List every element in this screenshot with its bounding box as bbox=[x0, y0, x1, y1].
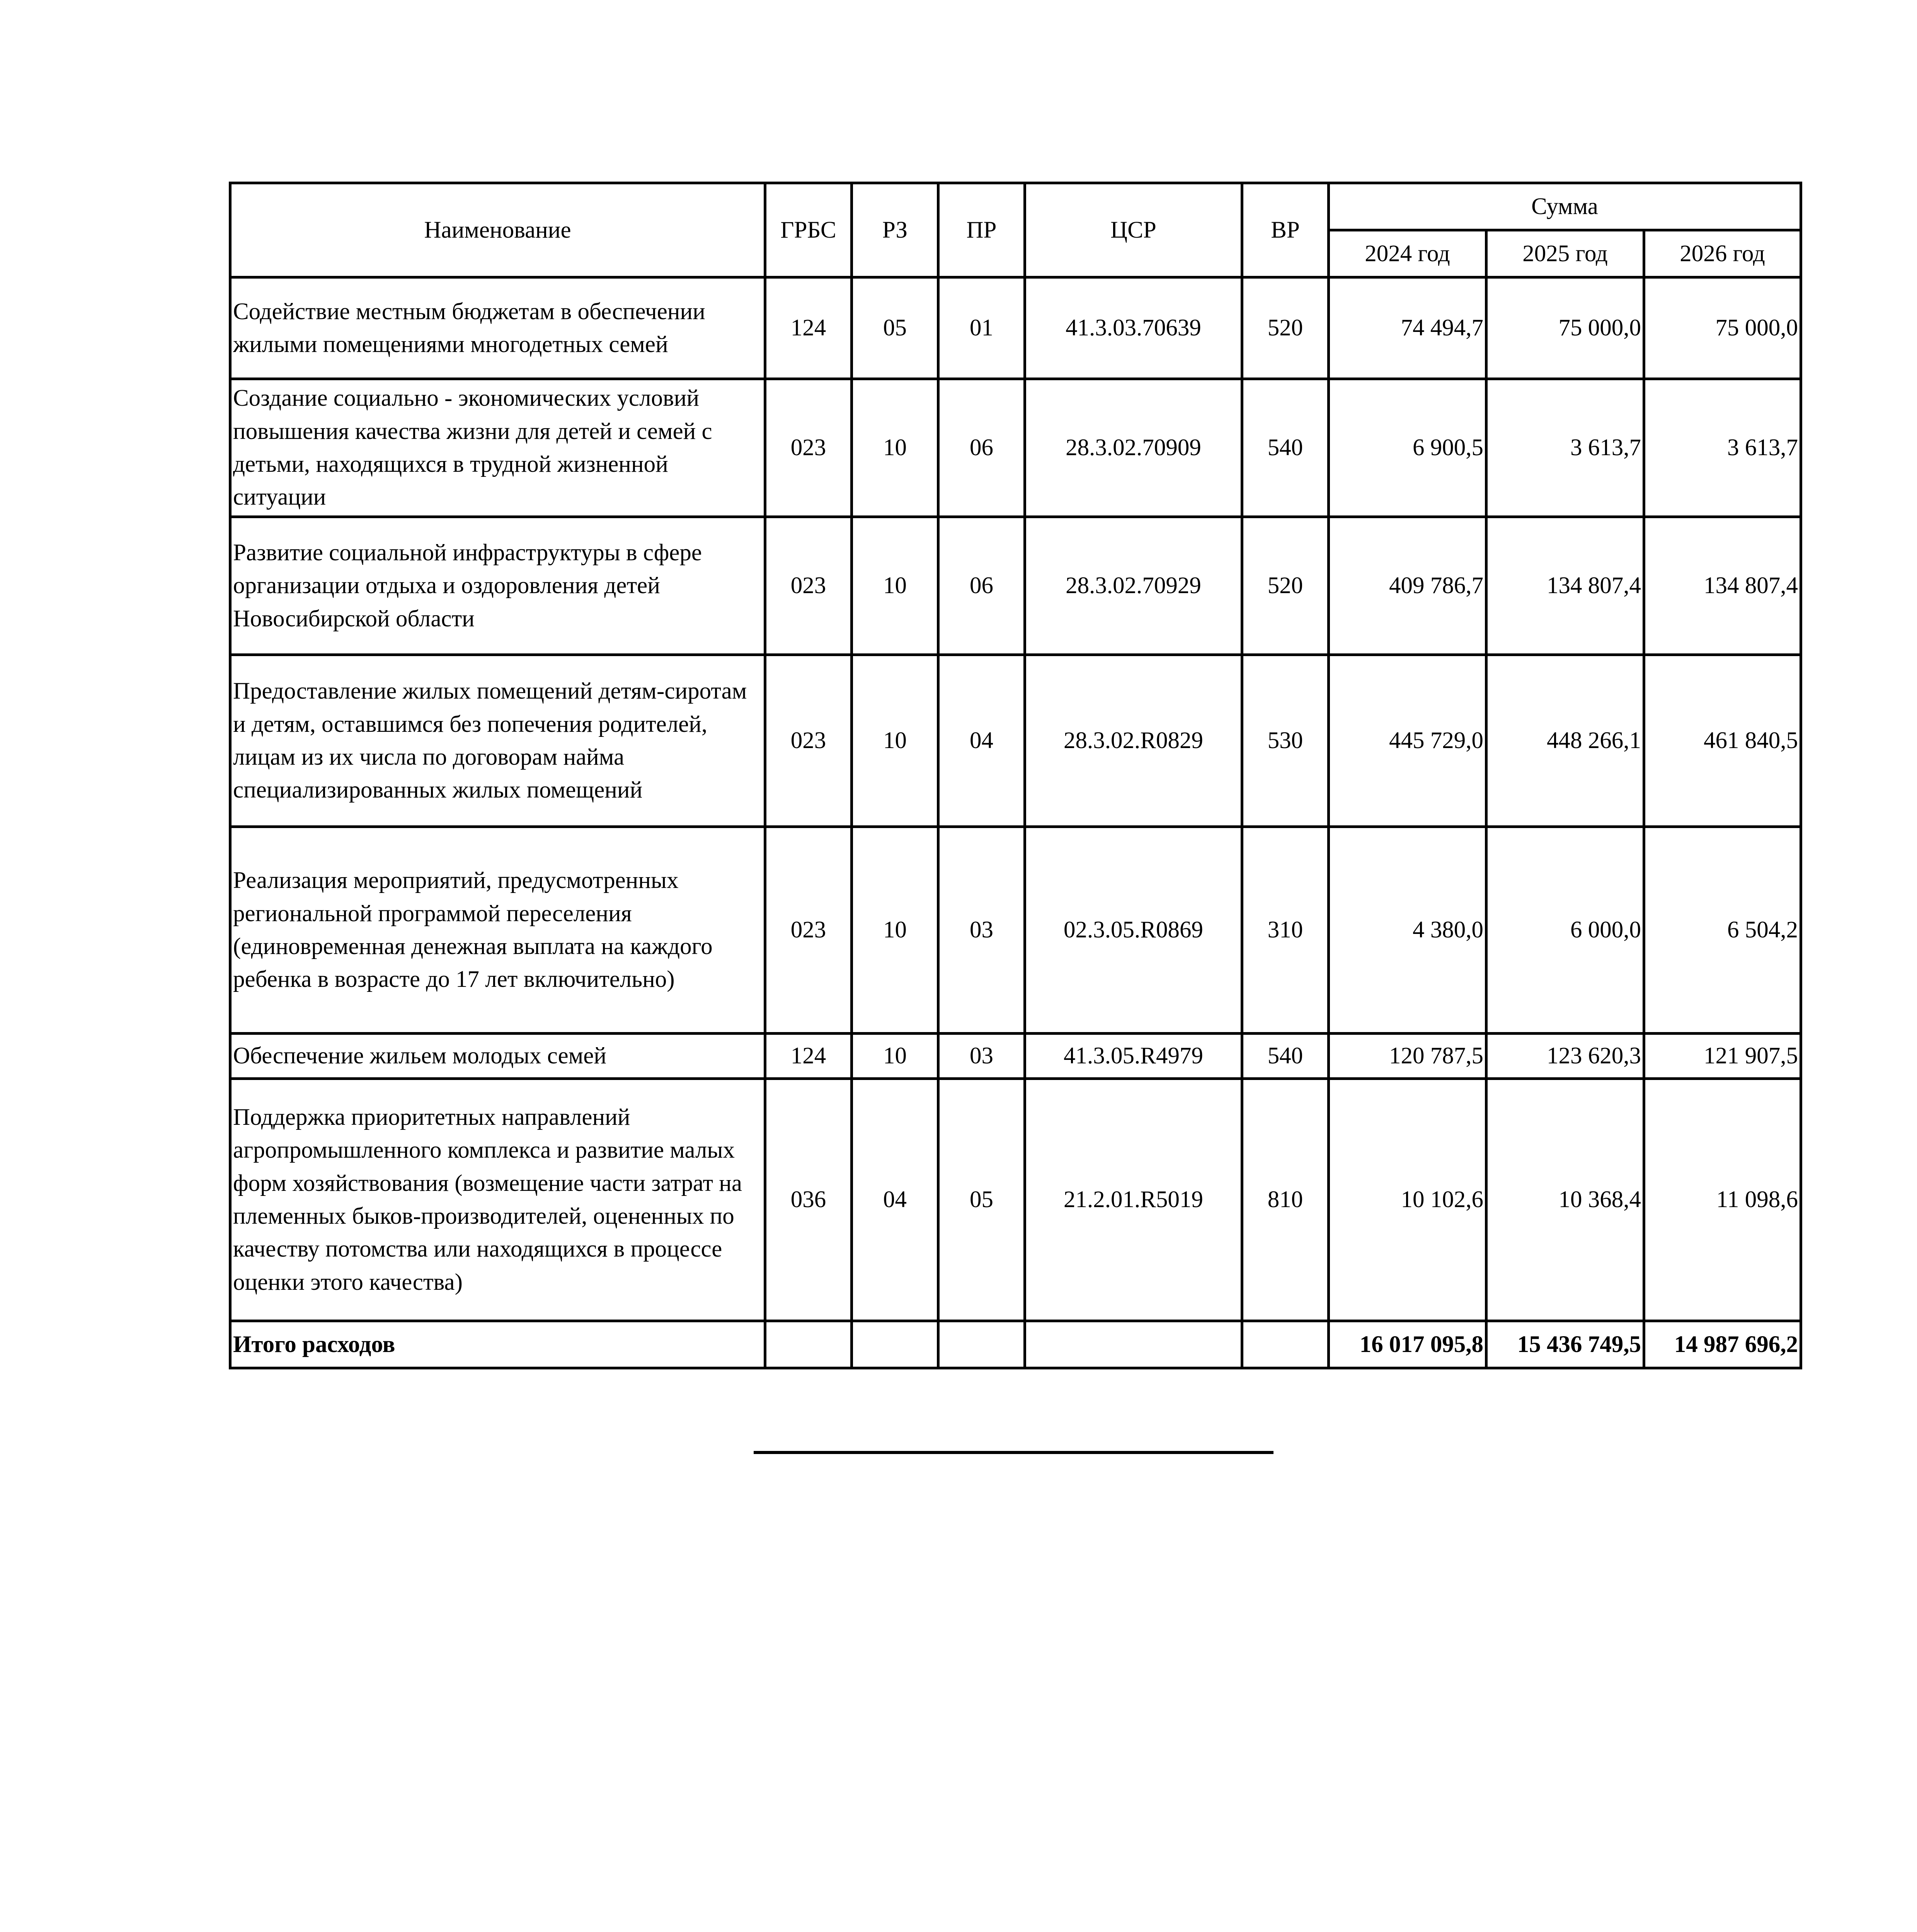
table-row bbox=[230, 655, 1801, 827]
row-sum-2025: 134 807,4 bbox=[1486, 517, 1644, 655]
table-row bbox=[230, 277, 1801, 379]
header-csr: ЦСР bbox=[1025, 183, 1242, 277]
header-year-2026: 2026 год bbox=[1644, 230, 1801, 277]
row-sum-2026: 3 613,7 bbox=[1644, 379, 1801, 517]
row-sum-2024: 4 380,0 bbox=[1329, 827, 1486, 1034]
row-csr: 28.3.02.70929 bbox=[1025, 517, 1242, 655]
row-grbs: 023 bbox=[765, 517, 852, 655]
row-vr: 310 bbox=[1242, 827, 1329, 1034]
row-vr: 540 bbox=[1242, 1034, 1329, 1079]
table-header-row bbox=[230, 183, 1801, 230]
row-csr: 28.3.02.70909 bbox=[1025, 379, 1242, 517]
row-grbs: 023 bbox=[765, 655, 852, 827]
row-name: Обеспечение жильем молодых семей bbox=[230, 1034, 765, 1079]
row-csr: 21.2.01.R5019 bbox=[1025, 1079, 1242, 1321]
row-csr: 41.3.03.70639 bbox=[1025, 277, 1242, 379]
row-rz: 10 bbox=[852, 517, 938, 655]
row-rz: 10 bbox=[852, 655, 938, 827]
table-row bbox=[230, 517, 1801, 655]
row-pr: 01 bbox=[938, 277, 1025, 379]
row-name: Реализация мероприятий, предусмотренных региональной программой переселения (единовременная денежная выплата на каждого ребенка в возрасте до 17 лет включительно) bbox=[230, 827, 765, 1034]
total-sum-2025: 15 436 749,5 bbox=[1486, 1321, 1644, 1368]
row-sum-2024: 6 900,5 bbox=[1329, 379, 1486, 517]
row-rz: 10 bbox=[852, 379, 938, 517]
row-sum-2025: 10 368,4 bbox=[1486, 1079, 1644, 1321]
row-pr: 03 bbox=[938, 1034, 1025, 1079]
total-empty-cell bbox=[852, 1321, 938, 1368]
total-empty-cell bbox=[765, 1321, 852, 1368]
row-pr: 03 bbox=[938, 827, 1025, 1034]
end-of-table-divider bbox=[754, 1451, 1273, 1454]
row-sum-2026: 121 907,5 bbox=[1644, 1034, 1801, 1079]
row-pr: 04 bbox=[938, 655, 1025, 827]
row-pr: 06 bbox=[938, 517, 1025, 655]
row-sum-2026: 6 504,2 bbox=[1644, 827, 1801, 1034]
total-sum-2026: 14 987 696,2 bbox=[1644, 1321, 1801, 1368]
row-grbs: 036 bbox=[765, 1079, 852, 1321]
row-vr: 520 bbox=[1242, 517, 1329, 655]
row-rz: 10 bbox=[852, 1034, 938, 1079]
header-name: Наименование bbox=[230, 183, 765, 277]
header-vr: ВР bbox=[1242, 183, 1329, 277]
row-sum-2024: 10 102,6 bbox=[1329, 1079, 1486, 1321]
row-sum-2025: 3 613,7 bbox=[1486, 379, 1644, 517]
row-sum-2025: 75 000,0 bbox=[1486, 277, 1644, 379]
row-vr: 530 bbox=[1242, 655, 1329, 827]
total-sum-2024: 16 017 095,8 bbox=[1329, 1321, 1486, 1368]
row-grbs: 124 bbox=[765, 1034, 852, 1079]
total-empty-cell bbox=[1025, 1321, 1242, 1368]
row-sum-2025: 123 620,3 bbox=[1486, 1034, 1644, 1079]
table-row bbox=[230, 1034, 1801, 1079]
row-name: Содействие местным бюджетам в обеспечении жилыми помещениями многодетных семей bbox=[230, 277, 765, 379]
row-sum-2025: 448 266,1 bbox=[1486, 655, 1644, 827]
table-row bbox=[230, 827, 1801, 1034]
row-sum-2026: 75 000,0 bbox=[1644, 277, 1801, 379]
row-vr: 540 bbox=[1242, 379, 1329, 517]
row-sum-2025: 6 000,0 bbox=[1486, 827, 1644, 1034]
header-year-2024: 2024 год bbox=[1329, 230, 1486, 277]
row-csr: 28.3.02.R0829 bbox=[1025, 655, 1242, 827]
row-sum-2024: 409 786,7 bbox=[1329, 517, 1486, 655]
row-sum-2024: 74 494,7 bbox=[1329, 277, 1486, 379]
header-year-2025: 2025 год bbox=[1486, 230, 1644, 277]
row-name: Поддержка приоритетных направлений агропромышленного комплекса и развитие малых форм хозяйствования (возмещение части затрат на племенных быков-производителей, оцененных по качеству потомства или находящихся в процессе оценки этого качества) bbox=[230, 1079, 765, 1321]
row-rz: 04 bbox=[852, 1079, 938, 1321]
row-rz: 10 bbox=[852, 827, 938, 1034]
total-empty-cell bbox=[938, 1321, 1025, 1368]
row-sum-2026: 11 098,6 bbox=[1644, 1079, 1801, 1321]
row-sum-2026: 134 807,4 bbox=[1644, 517, 1801, 655]
total-empty-cell bbox=[1242, 1321, 1329, 1368]
row-name: Создание социально - экономических условий повышения качества жизни для детей и семей с детьми, находящихся в трудной жизненной ситуации bbox=[230, 379, 765, 517]
row-name: Предоставление жилых помещений детям-сиротам и детям, оставшимся без попечения родителей, лицам из их числа по договорам найма специализированных жилых помещений bbox=[230, 655, 765, 827]
budget-table bbox=[229, 182, 1802, 1369]
row-grbs: 124 bbox=[765, 277, 852, 379]
header-rz: РЗ bbox=[852, 183, 938, 277]
table-row bbox=[230, 1079, 1801, 1321]
row-rz: 05 bbox=[852, 277, 938, 379]
header-sum: Сумма bbox=[1329, 183, 1801, 230]
row-name: Развитие социальной инфраструктуры в сфере организации отдыха и оздоровления детей Новосибирской области bbox=[230, 517, 765, 655]
total-row bbox=[230, 1321, 1801, 1368]
row-vr: 810 bbox=[1242, 1079, 1329, 1321]
row-csr: 41.3.05.R4979 bbox=[1025, 1034, 1242, 1079]
header-pr: ПР bbox=[938, 183, 1025, 277]
row-pr: 06 bbox=[938, 379, 1025, 517]
table-row bbox=[230, 379, 1801, 517]
total-label: Итого расходов bbox=[230, 1321, 765, 1368]
row-pr: 05 bbox=[938, 1079, 1025, 1321]
row-grbs: 023 bbox=[765, 379, 852, 517]
row-sum-2024: 120 787,5 bbox=[1329, 1034, 1486, 1079]
header-grbs: ГРБС bbox=[765, 183, 852, 277]
row-sum-2026: 461 840,5 bbox=[1644, 655, 1801, 827]
row-csr: 02.3.05.R0869 bbox=[1025, 827, 1242, 1034]
row-vr: 520 bbox=[1242, 277, 1329, 379]
row-grbs: 023 bbox=[765, 827, 852, 1034]
row-sum-2024: 445 729,0 bbox=[1329, 655, 1486, 827]
